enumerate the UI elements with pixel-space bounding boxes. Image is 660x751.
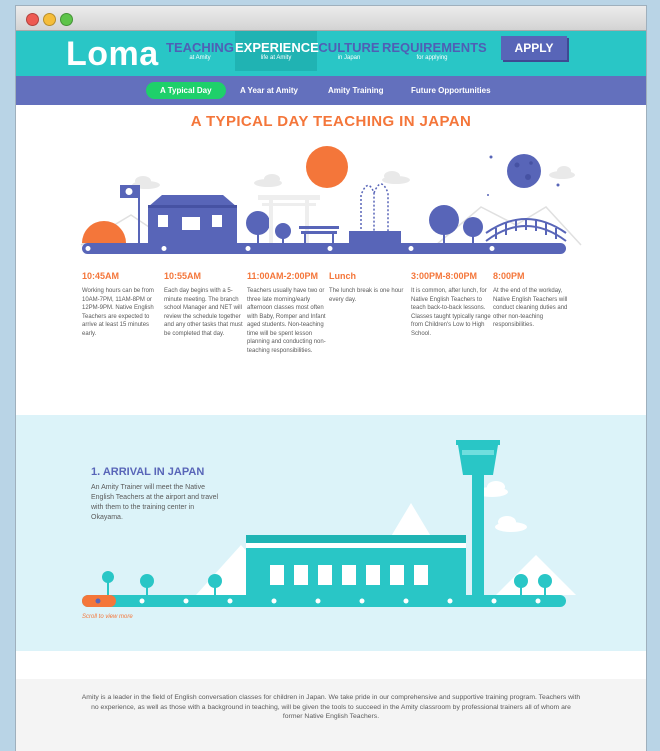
schedule-time: 10:55AM: [164, 271, 202, 281]
school-building-icon: [148, 195, 237, 243]
sunrise-icon: [82, 221, 126, 243]
schedule-time: 10:45AM: [82, 271, 120, 281]
nav-teaching-subtitle: at Amity: [189, 55, 211, 61]
nav-requirements-title: REQUIREMENTS: [382, 40, 487, 55]
schedule-item: [411, 271, 491, 338]
schedule-description: It is common, after lunch, for Native English Teachers to teach back-to-back lessons. Classes taught typically range from Children's Low to High School.: [411, 288, 491, 337]
subnav-future-opportunities[interactable]: Future Opportunities: [411, 86, 491, 95]
fountain-icon: [349, 184, 401, 243]
typical-day-section: [16, 105, 646, 415]
schedule-item: [164, 271, 244, 338]
schedule-item: [329, 271, 409, 304]
close-window-button[interactable]: [26, 13, 39, 26]
moon-icon: [507, 154, 541, 188]
browser-window: [15, 5, 647, 751]
nav-culture-title: CULTURE: [318, 40, 380, 55]
subnav-typical-day[interactable]: A Typical Day: [146, 82, 226, 99]
schedule-time: 8:00PM: [493, 271, 525, 281]
schedule-item: [247, 271, 327, 355]
bench-icon: [299, 226, 339, 243]
nav-requirements-subtitle: for applying: [416, 55, 448, 61]
subnav-year-at-amity[interactable]: A Year at Amity: [240, 86, 298, 95]
section-title: A TYPICAL DAY TEACHING IN JAPAN: [190, 113, 472, 130]
nav-culture[interactable]: [318, 31, 380, 71]
nav-teaching-title: TEACHING: [166, 40, 234, 55]
maximize-window-button[interactable]: [60, 13, 73, 26]
airport-terminal-icon: [246, 535, 466, 595]
schedule-item: [493, 271, 573, 330]
nav-experience-subtitle: life at Amity: [260, 55, 292, 61]
bridge-icon: [486, 218, 566, 241]
schedule-description: Working hours can be from 10AM-7PM, 11AM-8PM or 12PM-9PM. Native English Teachers are expected to arrive at least 15 minutes early.: [82, 288, 154, 337]
website: [16, 31, 646, 751]
schedule-time: 3:00PM-8:00PM: [411, 271, 478, 281]
sun-icon: [306, 146, 348, 188]
minimize-window-button[interactable]: [43, 13, 56, 26]
sub-navigation: [16, 76, 646, 105]
footer-text: Amity is a leader in the field of English conversation classes for children in Japan. We take pride in our comprehensive and supportive training program. Teachers with no experience, as well as those with a background in teaching, will be given the tools to succeed in the Amity classroom by professional trainers all of whom are former Native English Teachers.: [81, 694, 581, 720]
window-titlebar: [16, 6, 646, 31]
nav-teaching[interactable]: [166, 31, 234, 71]
schedule-description: The lunch break is one hour every day.: [329, 288, 404, 303]
nav-experience-title: EXPERIENCE: [235, 40, 319, 55]
footer-section: [16, 651, 646, 751]
subnav-amity-training[interactable]: Amity Training: [328, 86, 384, 95]
arrival-description: An Amity Trainer will meet the Native English Teachers at the airport and travel with them to the training center in Okayama.: [91, 484, 219, 521]
schedule-item: [82, 271, 162, 338]
nav-requirements[interactable]: [382, 31, 487, 71]
schedule-time: Lunch: [329, 271, 356, 281]
arrival-title: 1. ARRIVAL IN JAPAN: [91, 466, 205, 478]
schedule-description: Each day begins with a 5-minute meeting. The branch school Manager and NET will review the schedule together and any other tasks that must be completed that day.: [164, 288, 243, 337]
nav-culture-subtitle: in Japan: [337, 55, 361, 61]
nav-experience[interactable]: [235, 31, 317, 71]
arrival-section: [16, 415, 646, 651]
schedule-description: At the end of the workday, Native English Teachers will conduct cleaning duties and other non-teaching responsibilities.: [493, 288, 568, 328]
scroll-hint: Scroll to view more: [82, 614, 133, 620]
day-timeline-illustration: [16, 135, 646, 275]
schedule-time: 11:00AM-2:00PM: [247, 271, 319, 281]
schedule-description: Teachers usually have two or three late morning/early afternoon classes most often with Baby, Romper and Infant aged students. Non-teaching time will be spent lesson planning and conducting non-teaching responsibilities.: [247, 288, 326, 354]
apply-button[interactable]: APPLY: [501, 36, 567, 60]
top-navigation: [16, 31, 646, 76]
site-logo[interactable]: Loma: [66, 35, 159, 73]
